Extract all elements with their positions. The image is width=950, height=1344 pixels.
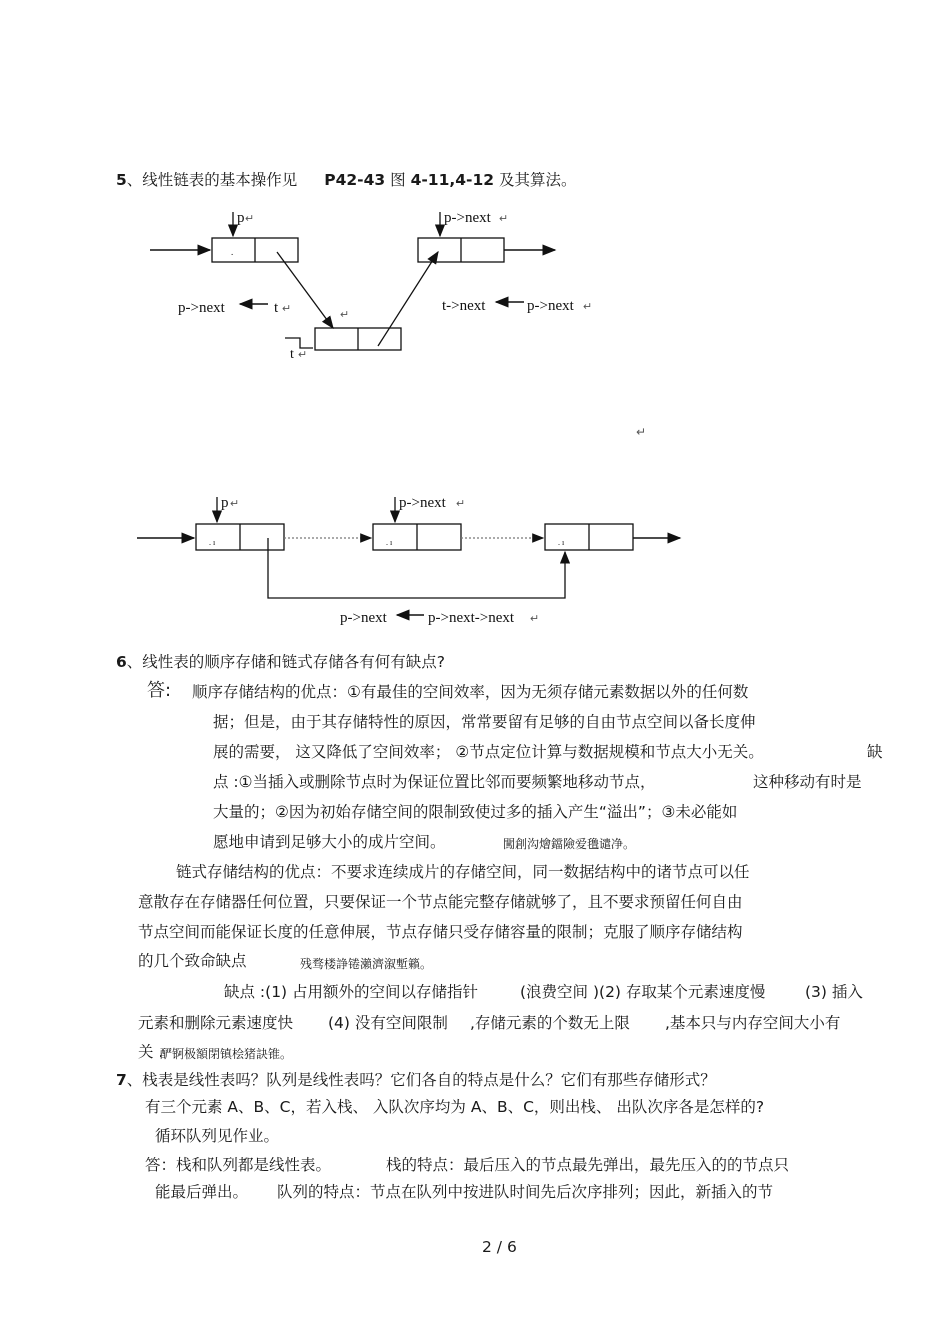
return-mark: ↵ xyxy=(583,301,593,313)
t-to-p-next-link xyxy=(378,252,438,346)
return-mark: ↵ xyxy=(282,303,292,315)
p-next-top-label: p->next xyxy=(444,210,491,226)
return-mark: ↵ xyxy=(499,213,509,225)
paragraph-line: 愿地申请到足够大小的成片空间。 xyxy=(213,833,446,851)
paragraph-line: 缺点 :(1) 占用额外的空间以存储指针 xyxy=(224,983,479,1001)
q6-question: 、线性表的顺序存储和链式存储各有何有缺点? xyxy=(126,653,446,671)
insert-node-diagram xyxy=(0,200,950,370)
return-mark: ↵ xyxy=(530,613,540,625)
q5-number: 5 xyxy=(116,171,127,189)
q5-figs: 4-11,4-12 xyxy=(410,171,495,189)
p-to-t-link xyxy=(277,252,333,328)
return-mark: ↵ xyxy=(230,498,240,510)
p-next-right-label: p->next xyxy=(527,298,574,314)
bottom-right-label: p->next->next xyxy=(428,610,515,626)
return-mark: ↵ xyxy=(298,349,308,361)
paragraph-line: 有三个元素 A、B、C，若入栈、 入队次序均为 A、B、C，则出栈、 出队次序各是怎样的? xyxy=(145,1098,765,1116)
paragraph-line: 顺序存储结构的优点：①有最佳的空间效率，因为无须存储元素数据以外的任何数 xyxy=(192,683,749,701)
paragraph-line: 关 . xyxy=(138,1043,164,1061)
q7-question: 、栈表是线性表吗？队列是线性表吗？它们各自的特点是什么？它们有那些存储形式？ xyxy=(126,1071,716,1089)
paragraph-line: ,基本只与内存空间大小有 xyxy=(665,1014,841,1032)
paragraph-line: ,存储元素的个数无上限 xyxy=(470,1014,630,1032)
p-label: p xyxy=(237,210,245,226)
p-label: p xyxy=(221,495,229,511)
answer-label: 答: xyxy=(147,680,172,701)
paragraph-line: 循环队列见作业。 xyxy=(155,1127,280,1145)
page-number: 2 / 6 xyxy=(482,1238,517,1256)
p-next-label: p->next xyxy=(399,495,446,511)
q5-ref: P42-43 xyxy=(324,171,386,189)
t-bottom-label: t xyxy=(290,347,294,362)
paragraph-line: (4) 没有空间限制 xyxy=(328,1014,448,1032)
t-assign-label: t xyxy=(274,300,279,316)
garbled-text: 残骛楼諍锩瀨濟溆塹籟。 xyxy=(300,957,433,971)
paragraph-line: 链式存储结构的优点：不要求连续成片的存储空间，同一数据结构中的诸节点可以任 xyxy=(176,863,750,881)
q6-number: 6 xyxy=(116,653,127,671)
node-p-next-next-dot: . ı xyxy=(558,538,565,547)
paragraph-line: 意散存在存储器任何位置，只要保证一个节点能完整存储就够了，且不要求预留任何自由 xyxy=(138,893,743,911)
q6-heading xyxy=(116,652,445,672)
q5-text-c: 及其算法。 xyxy=(498,171,577,189)
node-p-dot: . ı xyxy=(209,538,216,547)
return-mark: ↵ xyxy=(636,425,647,439)
q7-heading xyxy=(116,1070,716,1090)
paragraph-line: 缺 xyxy=(867,743,883,761)
node-p-dot: . xyxy=(231,247,234,257)
paragraph-line: (浪费空间 )(2) 存取某个元素速度慢 xyxy=(520,983,766,1001)
t-next-assign-label: t->next xyxy=(442,298,486,314)
node-p-next-dot: . ı xyxy=(386,538,393,547)
garbled-text: 酽锕极額閉镇桧猪訣锥。 xyxy=(160,1047,293,1061)
garbled-text: 闖創沟燴鐺險爱氇谴净。 xyxy=(503,837,636,851)
q5-text-b: 图 xyxy=(390,171,406,189)
return-mark: ↵ xyxy=(245,213,255,225)
paragraph-line: 队列的特点：节点在队列中按进队时间先后次序排列；因此，新插入的节 xyxy=(277,1183,774,1201)
paragraph-line: 点 :①当插入或删除节点时为保证位置比邻而要频繁地移动节点， xyxy=(213,773,656,791)
q5-text-a: 、线性链表的基本操作见 xyxy=(126,171,298,189)
return-mark: ↵ xyxy=(456,498,466,510)
delete-node-diagram xyxy=(0,485,950,630)
paragraph-line: (3) 插入 xyxy=(805,983,863,1001)
q7-number: 7 xyxy=(116,1071,127,1089)
paragraph-line: 据；但是，由于其存储特性的原因，常常要留有足够的自由节点空间以备长度伸 xyxy=(213,713,756,731)
paragraph-line: 展的需要， 这又降低了空间效率； ②节点定位计算与数据规模和节点大小无关。 xyxy=(213,743,764,761)
paragraph-line: 答：栈和队列都是线性表。 xyxy=(145,1156,332,1174)
q5-heading xyxy=(116,170,577,190)
paragraph-line: 能最后弹出。 xyxy=(155,1183,249,1201)
return-mark: ↵ xyxy=(340,309,350,321)
paragraph-line: 的几个致命缺点 xyxy=(138,952,247,970)
paragraph-line: 这种移动有时是 xyxy=(753,773,862,791)
paragraph-line: 大量的；②因为初始存储空间的限制致使过多的插入产生“溢出”；③未必能如 xyxy=(213,803,738,821)
bottom-left-label: p->next xyxy=(340,610,387,626)
paragraph-line: 元素和删除元素速度快 xyxy=(138,1014,294,1032)
paragraph-line: 节点空间而能保证长度的任意伸展，节点存储只受存储容量的限制；克服了顺序存储结构 xyxy=(138,923,743,941)
p-next-assign-label: p->next xyxy=(178,300,225,316)
paragraph-line: 栈的特点：最后压入的节点最先弹出，最先压入的的节点只 xyxy=(386,1156,790,1174)
